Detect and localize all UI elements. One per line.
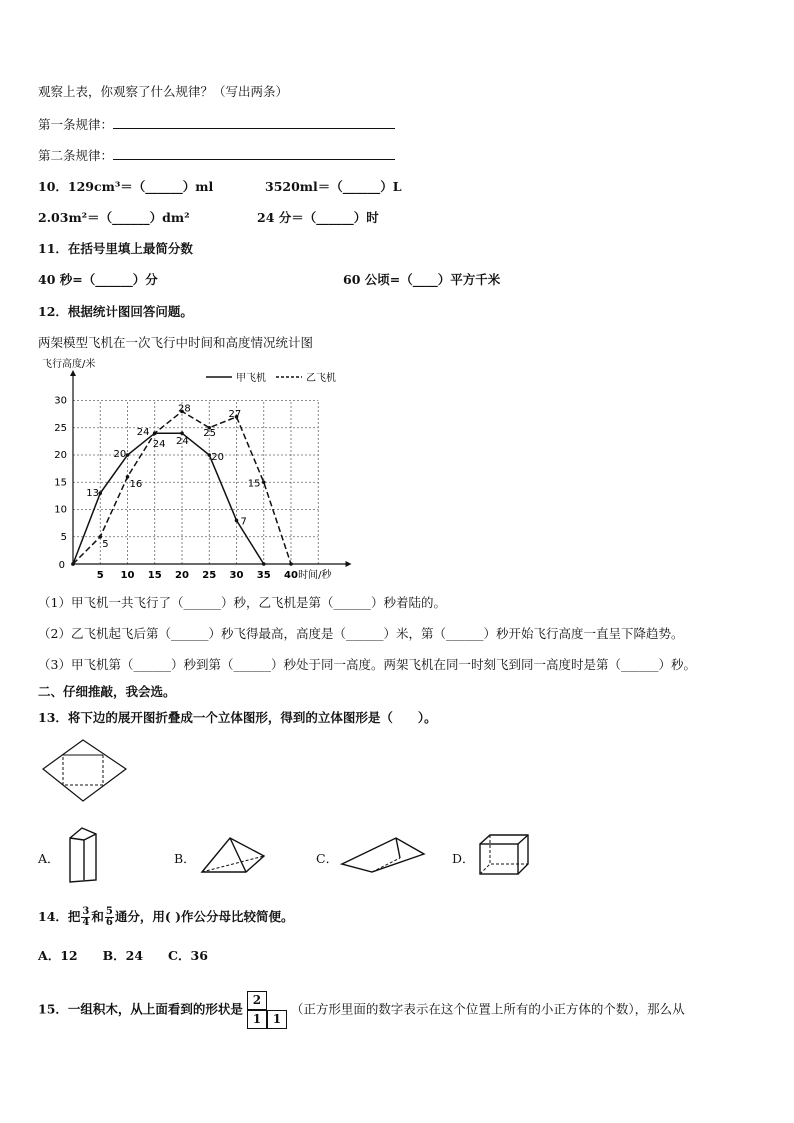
data-label: 5 xyxy=(102,538,109,550)
q12-sub3: （3）甲飞机第（______）秒到第（______）秒处于同一高度。两架飞机在同一时刻飞到同一高度时是第（______）秒。 xyxy=(38,657,696,672)
y-tick-label: 30 xyxy=(54,395,67,407)
q14-post: 通分，用( )作公分母比较简便。 xyxy=(114,909,294,924)
data-label: 20 xyxy=(211,452,224,463)
fraction-numerator: 3 xyxy=(82,906,90,917)
q10-a: 129cm³＝（______）ml xyxy=(67,179,214,194)
origin-label: 0 xyxy=(58,560,65,571)
q15-post: （正方形里面的数字表示在这个位置上所有的小正方体的个数），那么从 xyxy=(290,1001,685,1017)
q12-sub2: （2）乙飞机起飞后第（______）秒飞得最高，高度是（______）米，第（______）秒开始飞行高度一直呈下降趋势。 xyxy=(38,626,684,641)
option-b-pyramid-icon[interactable] xyxy=(198,834,268,876)
legend-label-jia: 甲飞机 xyxy=(236,373,266,384)
q15-pre: 15．一组积木，从上面看到的形状是 xyxy=(38,1001,243,1017)
y-tick-label: 20 xyxy=(54,450,67,461)
q10-d: 24 分＝（______）时 xyxy=(257,210,379,225)
data-label: 27 xyxy=(228,408,242,420)
q13-opt-b-label[interactable]: B． xyxy=(174,851,196,866)
q10-line1 xyxy=(38,177,213,195)
grid-cell: 2 xyxy=(247,991,267,1010)
legend-label-yi: 乙飞机 xyxy=(306,373,336,384)
q11-title: 11．在括号里填上最简分数 xyxy=(38,241,193,256)
x-tick-label: 30 xyxy=(229,570,244,581)
data-label: 7 xyxy=(240,516,247,528)
rule2-blank[interactable] xyxy=(113,147,395,160)
data-label: 16 xyxy=(129,478,143,490)
top-view-grid xyxy=(247,991,287,1029)
data-point xyxy=(262,562,266,566)
q14-options[interactable]: A．12 B．24 C．36 xyxy=(38,948,208,963)
q13-text: 13．将下边的展开图折叠成一个立体图形，得到的立体图形是（ ）。 xyxy=(38,710,437,725)
net-figure xyxy=(40,737,130,807)
y-tick-label: 15 xyxy=(54,477,67,489)
q14-text xyxy=(38,907,294,928)
fraction-numerator: 5 xyxy=(105,906,113,917)
data-point xyxy=(71,562,75,566)
q13-opt-a-label[interactable]: A． xyxy=(38,851,60,866)
data-point xyxy=(289,562,293,566)
q11-a: 40 秒=（______）分 xyxy=(38,272,158,287)
y-tick-label: 10 xyxy=(54,504,67,516)
rule2-line xyxy=(38,146,395,164)
grid-cell: 1 xyxy=(267,1010,287,1029)
y-axis-arrow xyxy=(70,370,76,376)
x-axis-label: 时间/秒 xyxy=(298,570,332,581)
y-tick-label: 5 xyxy=(60,531,67,543)
x-tick-label: 40 xyxy=(284,570,298,581)
y-tick-label: 25 xyxy=(54,422,67,434)
section2-heading: 二、仔细推敲，我会选。 xyxy=(38,684,176,699)
data-label: 28 xyxy=(178,403,191,415)
x-tick-label: 5 xyxy=(96,570,104,581)
q13-opt-d-label[interactable]: D． xyxy=(452,851,475,866)
intro-text: 观察上表，你观察了什么规律？（写出两条） xyxy=(38,84,289,99)
x-axis-arrow xyxy=(346,561,352,567)
data-point xyxy=(262,480,266,484)
x-tick-label: 35 xyxy=(256,570,271,581)
data-label: 24 xyxy=(152,439,166,451)
rule1-line xyxy=(38,115,395,133)
rule2-label: 第二条规律： xyxy=(38,148,114,163)
chart-title: 两架模型飞机在一次飞行中时间和高度情况统计图 xyxy=(38,335,314,350)
flight-chart xyxy=(36,355,356,585)
data-point xyxy=(153,431,157,435)
data-label: 15 xyxy=(247,478,261,490)
data-point xyxy=(235,519,239,523)
data-label: 24 xyxy=(136,427,150,439)
option-a-prism-icon[interactable] xyxy=(66,826,100,886)
option-d-cube-icon[interactable] xyxy=(476,832,532,878)
q10-c: 2.03m²＝（______）dm² xyxy=(38,210,190,225)
q12-title: 12．根据统计图回答问题。 xyxy=(38,304,193,319)
q12-sub1: （1）甲飞机一共飞行了（______）秒，乙飞机是第（______）秒着陆的。 xyxy=(38,595,446,610)
q11-b: 60 公顷=（____）平方千米 xyxy=(343,272,501,287)
q13-opt-c-label[interactable]: C． xyxy=(316,851,339,866)
rule1-label: 第一条规律： xyxy=(38,117,114,132)
fraction-3-4 xyxy=(81,907,90,928)
x-tick-label: 25 xyxy=(202,570,217,581)
x-tick-label: 10 xyxy=(120,570,135,581)
data-point xyxy=(180,431,184,435)
data-label: 24 xyxy=(176,436,189,448)
q14-mid: 和 xyxy=(91,909,104,924)
q10-number: 10． xyxy=(38,179,68,194)
option-c-prism-icon[interactable] xyxy=(340,834,428,876)
data-label: 13 xyxy=(86,488,99,500)
fraction-5-6 xyxy=(105,907,114,928)
data-label: 25 xyxy=(203,427,216,439)
fraction-denominator: 6 xyxy=(105,917,113,928)
x-tick-label: 20 xyxy=(175,570,189,581)
fraction-denominator: 4 xyxy=(82,917,90,928)
x-tick-label: 15 xyxy=(147,570,162,581)
y-axis-label: 飞行高度/米 xyxy=(42,359,96,370)
q10-b: 3520ml＝（______）L xyxy=(265,179,402,194)
data-point xyxy=(126,453,130,457)
grid-cell: 1 xyxy=(247,1010,267,1029)
data-point xyxy=(98,491,102,495)
q15-text xyxy=(38,991,685,1029)
rule1-blank[interactable] xyxy=(113,116,395,129)
data-label: 20 xyxy=(113,449,127,460)
q14-pre: 14．把 xyxy=(38,909,81,924)
